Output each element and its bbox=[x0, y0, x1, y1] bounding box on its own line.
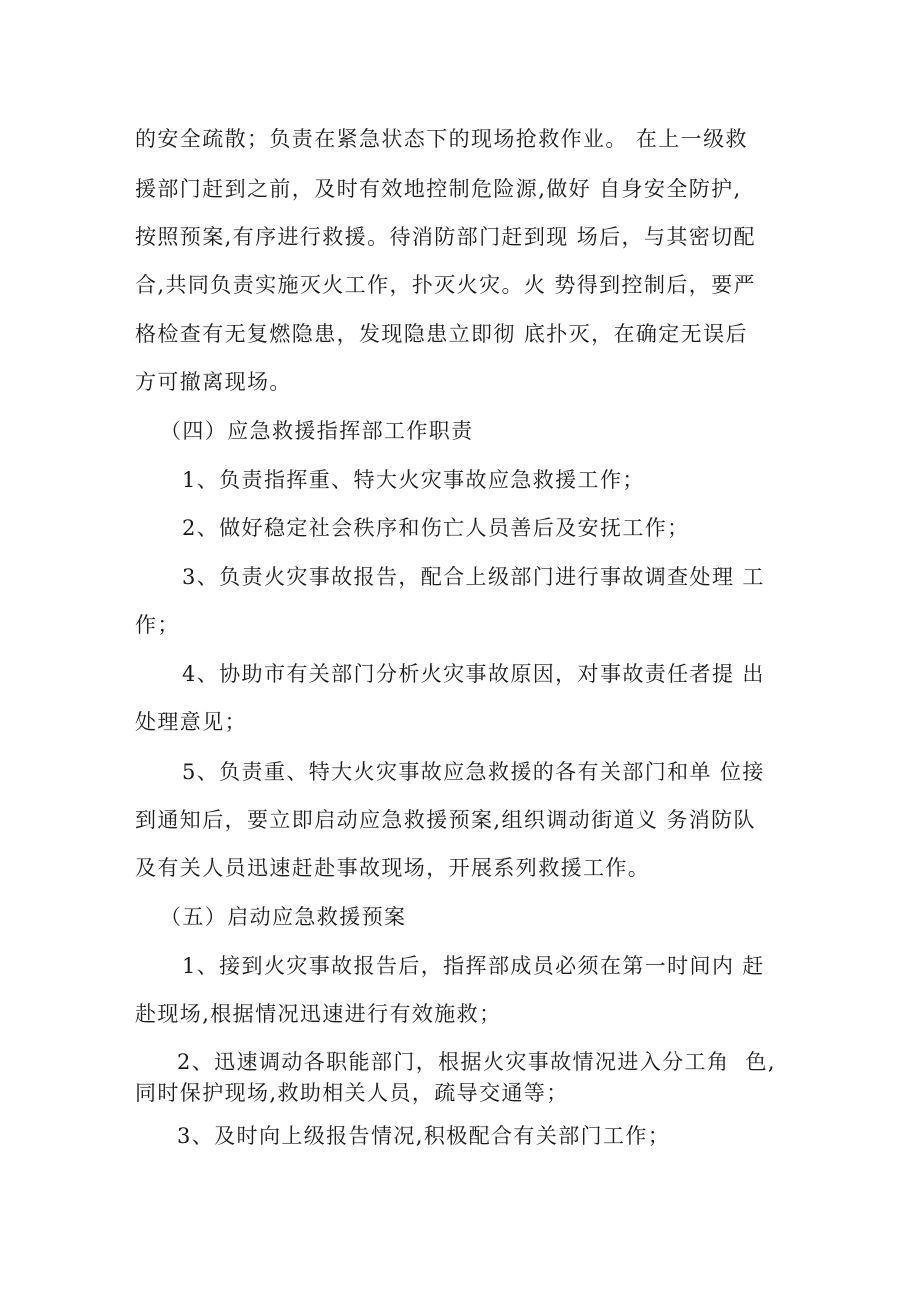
list-item-4-2: 2、做好稳定社会秩序和伤亡人员善后及安抚工作； bbox=[182, 516, 690, 540]
section-heading-4: （四）应急救援指挥部工作职责 bbox=[160, 419, 474, 443]
text-line: 及有关人员迅速赶赴事故现场，开展系列救援工作。 bbox=[135, 856, 651, 880]
text-line: 赴现场,根据情况迅速进行有效施救； bbox=[135, 1002, 502, 1026]
text-line: 作； bbox=[135, 613, 180, 637]
text-line: 到通知后，要立即启动应急救援预案,组织调动街道义 务消防队 bbox=[135, 808, 756, 832]
text-line: 按照预案,有序进行救援。待消防部门赶到现 场后，与其密切配 bbox=[135, 225, 756, 249]
list-item-4-1: 1、负责指挥重、特大火灾事故应急救援工作； bbox=[182, 468, 645, 492]
text-line: 格检查有无复燃隐患，发现隐患立即彻 底扑灭，在确定无误后 bbox=[135, 322, 748, 346]
text-line: 方可撤离现场。 bbox=[135, 370, 292, 394]
text-line: 同时保护现场,救助相关人员，疏导交通等； bbox=[135, 1081, 569, 1105]
text-line: 处理意见； bbox=[135, 710, 247, 734]
section-heading-5: （五）启动应急救援预案 bbox=[160, 905, 407, 929]
text-line: 的安全疏散；负责在紧急状态下的现场抢救作业。 在上一级救 bbox=[135, 127, 748, 151]
text-line: 合,共同负责实施灭火工作，扑灭火灾。火 势得到控制后，要严 bbox=[135, 273, 756, 297]
list-item-5-1: 1、接到火灾事故报告后，指挥部成员必须在第一时间内 赶 bbox=[182, 954, 765, 978]
text-line: 援部门赶到之前，及时有效地控制危险源,做好 自身安全防护, bbox=[135, 177, 742, 201]
list-item-5-2: 2、迅速调动各职能部门，根据火灾事故情况进入分工角 色, bbox=[177, 1050, 776, 1074]
list-item-4-5: 5、负责重、特大火灾事故应急救援的各有关部门和单 位接 bbox=[182, 760, 765, 784]
list-item-5-3: 3、及时向上级报告情况,积极配合有关部门工作； bbox=[177, 1124, 671, 1148]
list-item-4-4: 4、协助市有关部门分析火灾事故原因，对事故责任者提 出 bbox=[182, 662, 765, 686]
list-item-4-3: 3、负责火灾事故报告，配合上级部门进行事故调查处理 工 bbox=[182, 565, 765, 589]
